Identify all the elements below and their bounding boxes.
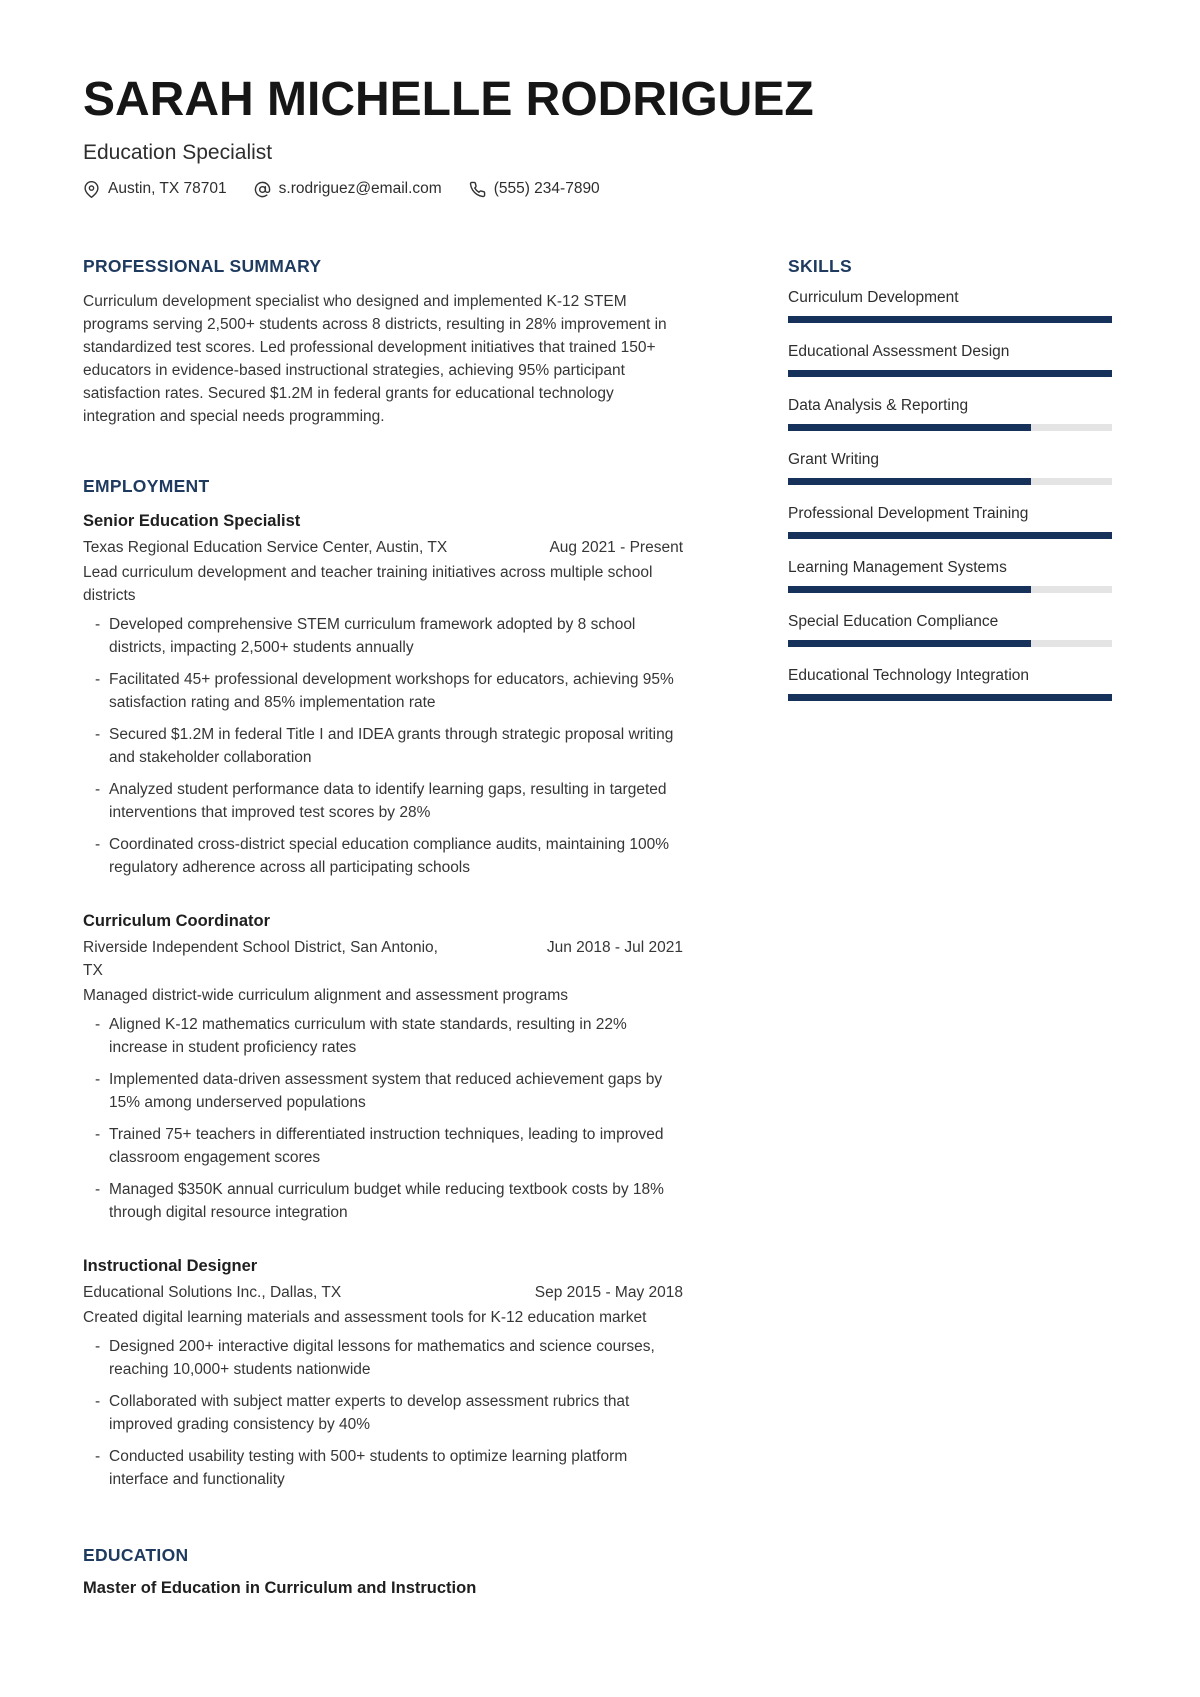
skill-bar-track xyxy=(788,370,1112,377)
skill-item xyxy=(788,505,1112,539)
skill-item xyxy=(788,559,1112,593)
job-meta xyxy=(83,536,683,559)
skill-label: Professional Development Training xyxy=(788,505,1029,523)
skill-item xyxy=(788,667,1112,701)
job-entry xyxy=(83,1255,683,1491)
main-column xyxy=(83,256,683,1599)
skill-label: Data Analysis & Reporting xyxy=(788,397,969,415)
summary-text: Curriculum development specialist who designed and implemented K-12 STEM programs serving 2,500+ students across 8 districts, resulting in 28% improvement in standardized test scores. Led professional development initiatives that trained 150+ educators in evidence-based instructional strategies, achieving 95% participant satisfaction rates. Secured $1.2M in federal grants for educational technology integration and special needs programming. xyxy=(83,293,667,426)
skill-bar-fill xyxy=(788,424,1031,431)
job-entry xyxy=(83,910,683,1224)
skill-bar-track xyxy=(788,640,1112,647)
at-sign-icon xyxy=(254,181,271,198)
contact-email-text: s.rodriguez@email.com xyxy=(278,180,442,198)
person-job-title: Education Specialist xyxy=(83,141,273,165)
education-degree: Master of Education in Curriculum and Instruction xyxy=(83,1579,477,1598)
job-bullet-list xyxy=(83,1335,683,1491)
employment-heading: EMPLOYMENT xyxy=(83,476,210,497)
job-dates: Jun 2018 - Jul 2021 xyxy=(546,939,683,957)
skills-heading: SKILLS xyxy=(788,256,853,277)
skill-label: Special Education Compliance xyxy=(788,613,999,631)
education-heading: EDUCATION xyxy=(83,1545,189,1566)
job-bullet: - Facilitated 45+ professional development workshops for educators, achieving 95% satisfaction rating and 85% implementation rate xyxy=(83,668,683,714)
resume-header xyxy=(0,0,1200,198)
skill-item xyxy=(788,343,1112,377)
skill-bar-fill xyxy=(788,694,1112,701)
skill-item xyxy=(788,451,1112,485)
skill-bar-fill xyxy=(788,370,1112,377)
job-company: Educational Solutions Inc., Dallas, TX xyxy=(83,1284,342,1302)
job-dates: Aug 2021 - Present xyxy=(549,539,683,557)
job-meta xyxy=(83,936,683,982)
job-bullet: - Coordinated cross-district special education compliance audits, maintaining 100% regulatory adherence across all participating schools xyxy=(83,833,683,879)
section-employment xyxy=(83,476,683,1491)
skill-label: Learning Management Systems xyxy=(788,559,1007,577)
skill-item xyxy=(788,397,1112,431)
skill-item xyxy=(788,289,1112,323)
job-bullet: - Conducted usability testing with 500+ students to optimize learning platform interface and functionality xyxy=(83,1445,683,1491)
job-bullet: - Managed $350K annual curriculum budget while reducing textbook costs by 18% through digital resource integration xyxy=(83,1178,683,1224)
job-dates: Sep 2015 - May 2018 xyxy=(534,1284,683,1302)
contact-location xyxy=(83,180,227,198)
skill-bar-fill xyxy=(788,478,1031,485)
job-bullet: - Developed comprehensive STEM curriculum framework adopted by 8 school districts, impacting 2,500+ students annually xyxy=(83,613,683,659)
location-pin-icon xyxy=(83,181,100,198)
job-bullet: - Analyzed student performance data to identify learning gaps, resulting in targeted interventions that improved test scores by 28% xyxy=(83,778,683,824)
summary-heading: PROFESSIONAL SUMMARY xyxy=(83,256,322,277)
job-bullet-list xyxy=(83,613,683,879)
job-description: Created digital learning materials and assessment tools for K-12 education market xyxy=(83,1309,647,1327)
skills-sidebar xyxy=(788,256,1112,1599)
job-bullet: - Collaborated with subject matter experts to develop assessment rubrics that improved grading consistency by 40% xyxy=(83,1390,683,1436)
job-bullet: - Aligned K-12 mathematics curriculum with state standards, resulting in 22% increase in student proficiency rates xyxy=(83,1013,683,1059)
job-bullet: - Trained 75+ teachers in differentiated instruction techniques, leading to improved classroom engagement scores xyxy=(83,1123,683,1169)
skill-bar-fill xyxy=(788,640,1031,647)
skill-bar-track xyxy=(788,694,1112,701)
skill-bar-track xyxy=(788,532,1112,539)
job-title: Instructional Designer xyxy=(83,1257,258,1276)
contact-phone-text: (555) 234-7890 xyxy=(493,180,600,198)
skill-label: Educational Technology Integration xyxy=(788,667,1029,685)
job-meta xyxy=(83,1281,683,1304)
resume-body xyxy=(0,256,1200,1599)
contact-phone xyxy=(469,180,600,198)
phone-icon xyxy=(469,181,486,198)
job-title: Curriculum Coordinator xyxy=(83,912,271,931)
skill-bar-track xyxy=(788,424,1112,431)
skill-bar-track xyxy=(788,316,1112,323)
job-bullet: - Designed 200+ interactive digital lessons for mathematics and science courses, reaching 10,000+ students nationwide xyxy=(83,1335,683,1381)
person-name: SARAH MICHELLE RODRIGUEZ xyxy=(83,73,814,126)
job-company: Riverside Independent School District, San Antonio, TX xyxy=(83,939,438,980)
skill-bar-track xyxy=(788,586,1112,593)
job-description: Managed district-wide curriculum alignment and assessment programs xyxy=(83,987,569,1005)
job-bullet-list xyxy=(83,1013,683,1224)
contact-email xyxy=(254,180,442,198)
skill-bar-fill xyxy=(788,532,1112,539)
skill-label: Educational Assessment Design xyxy=(788,343,1010,361)
skill-item xyxy=(788,613,1112,647)
job-title: Senior Education Specialist xyxy=(83,512,301,531)
contact-row xyxy=(83,180,1112,198)
skill-bar-fill xyxy=(788,316,1112,323)
skill-label: Curriculum Development xyxy=(788,289,959,307)
skill-bar-fill xyxy=(788,586,1031,593)
job-bullet: - Implemented data-driven assessment system that reduced achievement gaps by 15% among underserved populations xyxy=(83,1068,683,1114)
contact-location-text: Austin, TX 78701 xyxy=(108,180,227,198)
job-entry xyxy=(83,510,683,879)
skill-label: Grant Writing xyxy=(788,451,880,469)
section-education xyxy=(83,1545,683,1599)
job-description: Lead curriculum development and teacher training initiatives across multiple school districts xyxy=(83,564,653,605)
skill-bar-track xyxy=(788,478,1112,485)
job-company: Texas Regional Education Service Center, Austin, TX xyxy=(83,539,448,557)
job-bullet: - Secured $1.2M in federal Title I and IDEA grants through strategic proposal writing and stakeholder collaboration xyxy=(83,723,683,769)
section-professional-summary xyxy=(83,256,683,428)
